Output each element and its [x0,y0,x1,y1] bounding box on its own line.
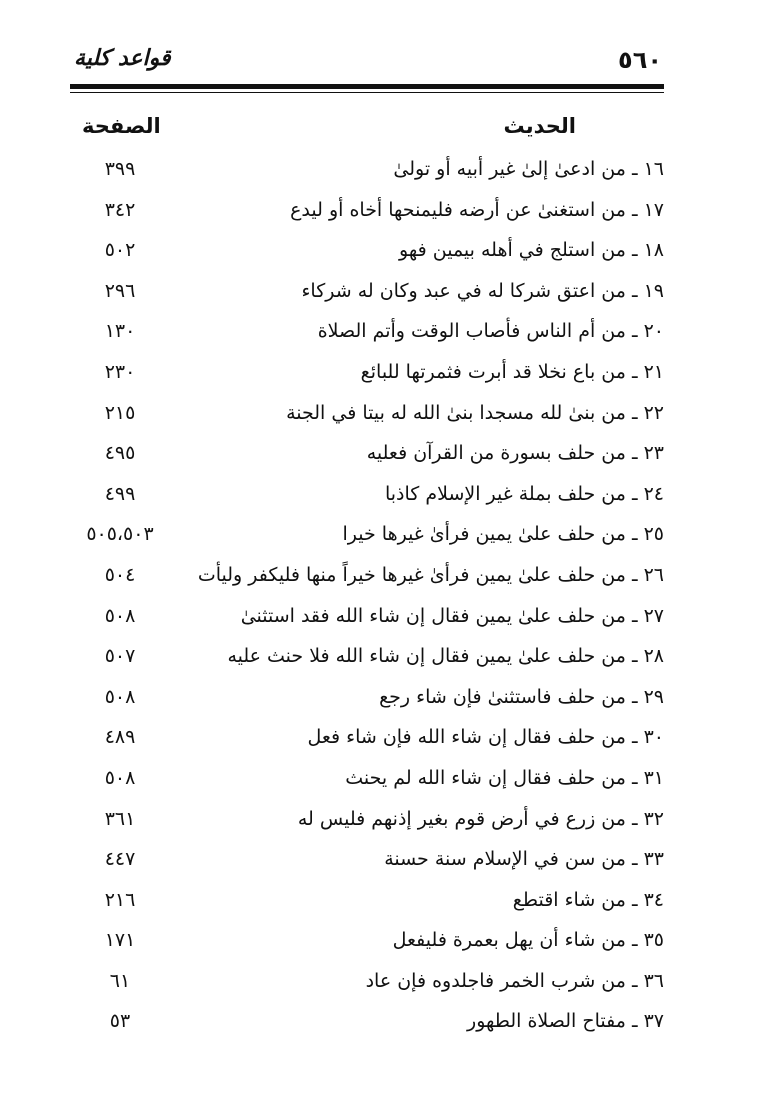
page-reference: ٤٩٥ [104,442,136,465]
table-row [70,436,664,477]
hadith-text: ٢٤ ـ من حلف بملة غير الإسلام كاذبا [384,482,664,505]
hadith-text: ٢٩ ـ من حلف فاستثنىٰ فإن شاء رجع [379,685,664,708]
hadith-text: ٢٥ ـ من حلف علىٰ يمين فرأىٰ غيرها خيرا [342,523,664,546]
page-reference: ٥٣ [109,1010,131,1033]
column-header-page: الصفحة [82,114,161,138]
table-row [70,802,664,843]
hadith-text: ٢٣ ـ من حلف بسورة من القرآن فعليه [366,442,664,465]
table-row [70,883,664,924]
page-reference: ٢١٦ [104,888,136,911]
hadith-text: ٣٥ ـ من شاء أن يهل بعمرة فليفعل [392,929,664,952]
table-row [70,923,664,964]
table-row [70,639,664,680]
table-row [70,599,664,640]
page-reference: ٣٤٢ [104,198,136,221]
index-table [70,152,664,1045]
table-row [70,233,664,274]
header-rule-thick [70,84,664,89]
table-row [70,517,664,558]
page-header [72,40,664,76]
page-reference: ٣٦١ [104,807,136,830]
hadith-text: ٢٠ ـ من أم الناس فأصاب الوقت وأتم الصلاة [317,320,664,343]
hadith-text: ١٦ ـ من ادعىٰ إلىٰ غير أبيه أو تولىٰ [393,158,664,180]
table-row [70,477,664,518]
hadith-text: ٢١ ـ من باع نخلا قد أبرت فثمرتها للبائع [360,360,664,383]
hadith-text: ٢٢ ـ من بنىٰ لله مسجدا بنىٰ الله له بيتا في الجنة [286,401,664,424]
page-reference: ٥٠٨ [104,685,136,708]
page-reference: ٢٣٠ [104,360,136,383]
hadith-text: ٣٧ ـ مفتاح الصلاة الطهور [467,1010,664,1033]
hadith-text: ١٨ ـ من استلج في أهله بيمين فهو [399,239,664,262]
page-number: ٥٦٠ [618,46,662,74]
column-header-hadith: الحديث [503,114,576,138]
table-row [70,314,664,355]
page-reference: ١٣٠ [104,320,136,343]
page-reference: ٦١ [109,969,131,992]
page-reference: ٥٠٨ [104,766,136,789]
page-reference: ٤٩٩ [104,482,136,505]
page-reference: ٥٠٥،٥٠٣ [86,523,154,546]
page-reference: ٣٩٩ [104,158,136,180]
table-row [70,761,664,802]
table-row [70,680,664,721]
page-reference: ٥٠٨ [104,604,136,627]
table-row [70,720,664,761]
hadith-text: ٣٤ ـ من شاء اقتطع [512,888,664,911]
table-row [70,396,664,437]
table-row [70,152,664,193]
hadith-text: ١٩ ـ من اعتق شركا له في عبد وكان له شركاء [301,279,664,302]
table-row [70,558,664,599]
page-reference: ٢٩٦ [104,279,136,302]
page-reference: ٤٤٧ [104,848,136,871]
page-reference: ٥٠٧ [104,645,136,668]
table-row [70,1004,664,1045]
hadith-text: ٢٧ ـ من حلف علىٰ يمين فقال إن شاء الله فقد استثنىٰ [240,604,664,627]
page-reference: ١٧١ [104,929,136,952]
page-reference: ٥٠٢ [104,239,136,262]
page-reference: ٢١٥ [104,401,136,424]
table-row [70,964,664,1005]
table-row [70,842,664,883]
hadith-text: ٢٨ ـ من حلف علىٰ يمين فقال إن شاء الله فلا حنث عليه [227,645,664,668]
hadith-text: ٢٦ ـ من حلف علىٰ يمين فرأىٰ غيرها خيراً منها فليكفر وليأت [197,563,664,586]
table-row [70,193,664,234]
hadith-text: ١٧ ـ من استغنىٰ عن أرضه فليمنحها أخاه أو ليدع [290,198,664,221]
page-reference: ٤٨٩ [104,726,136,749]
header-rule-thin [70,92,664,93]
hadith-text: ٣٢ ـ من زرع في أرض قوم بغير إذنهم فليس له [297,807,664,830]
table-row [70,355,664,396]
hadith-text: ٣٣ ـ من سن في الإسلام سنة حسنة [384,848,664,871]
running-title: قواعد كلية [74,46,171,71]
page-reference: ٥٠٤ [104,563,136,586]
hadith-text: ٣٠ ـ من حلف فقال إن شاء الله فإن شاء فعل [307,726,664,749]
hadith-text: ٣٦ ـ من شرب الخمر فاجلدوه فإن عاد [365,969,664,992]
table-row [70,274,664,315]
hadith-text: ٣١ ـ من حلف فقال إن شاء الله لم يحنث [345,766,664,789]
